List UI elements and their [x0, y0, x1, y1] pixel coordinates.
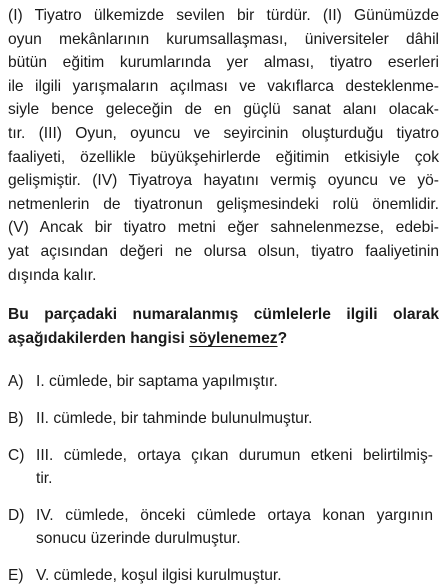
passage-line: (V) Ancak bir tiyatro metni eğer sahnelenmezse, edebi-: [8, 219, 439, 237]
option-text: [36, 504, 439, 550]
passage-line: siyle bence geleceğin de en güçlü sanat alanı olacak-: [8, 101, 439, 119]
passage-line: bütün eğitim kurumlarında yer alması, tiyatro eserleri: [8, 54, 439, 72]
passage-line: tır. (III) Oyun, oyuncu ve seyircinin oluşturduğu tiyatro: [8, 124, 439, 142]
option-letter: A): [8, 373, 24, 391]
option-text: [36, 444, 439, 490]
option-text: [36, 370, 439, 393]
option-d[interactable]: [8, 504, 439, 550]
option-letter: E): [8, 567, 24, 585]
option-line: III. cümlede, ortaya çıkan durumun etkeni belirtilmiş-: [36, 447, 433, 465]
option-line: V. cümlede, koşul ilgisi kurulmuştur.: [36, 567, 282, 585]
passage-line: dışında kalır.: [8, 266, 97, 284]
passage-line: ile ilgili yarışmaların açılması ve vakıflarca desteklenme-: [8, 77, 439, 95]
question-mark: ?: [277, 330, 288, 348]
passage-line: faaliyeti, özellikle büyükşehirlerde eğitimin etkisiyle çok: [8, 148, 439, 166]
question-text: aşağıdakilerden hangisi: [8, 330, 190, 348]
option-c[interactable]: [8, 444, 439, 490]
passage-line: oyun mekânlarının kurumsallaşması, üniversiteler dâhil: [8, 30, 439, 48]
option-a[interactable]: [8, 370, 439, 393]
passage-line: netmenlerin de tiyatronun gelişmesindeki rolü önemlidir.: [8, 195, 439, 213]
option-line: I. cümlede, bir saptama yapılmıştır.: [36, 373, 278, 391]
option-letter: D): [8, 507, 25, 525]
question-stem: [8, 303, 439, 351]
option-line: tir.: [36, 470, 53, 488]
question-line: [8, 327, 439, 351]
option-text: [36, 407, 439, 430]
passage-line: gelişmiştir. (IV) Tiyatroya hayatını vermiş oyuncu ve yö-: [8, 172, 439, 190]
option-b[interactable]: [8, 407, 439, 430]
question-emphasis: söylenemez: [189, 330, 278, 348]
reading-passage: [8, 4, 439, 287]
option-line: sonucu üzerinde durulmuştur.: [36, 530, 241, 548]
passage-line: yat açısından değeri ne olursa olsun, tiyatro faaliyetinin: [8, 242, 439, 260]
question-line: Bu parçadaki numaralanmış cümlelerle ilgili olarak: [8, 306, 439, 324]
option-letter: C): [8, 447, 25, 465]
option-line: IV. cümlede, önceki cümlede ortaya konan yargının: [36, 507, 433, 525]
passage-line: (I) Tiyatro ülkemizde sevilen bir türdür. (II) Günümüzde: [8, 7, 439, 24]
option-letter: B): [8, 410, 24, 428]
answer-options: [8, 370, 439, 587]
option-line: II. cümlede, bir tahminde bulunulmuştur.: [36, 410, 313, 428]
